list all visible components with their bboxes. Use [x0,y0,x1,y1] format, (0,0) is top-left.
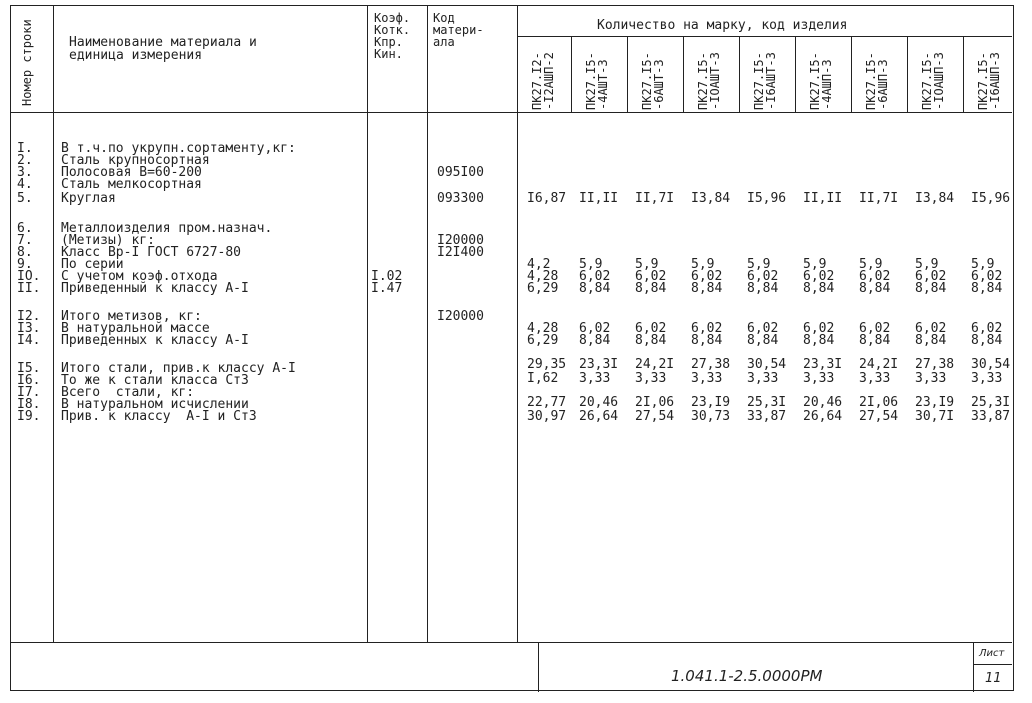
quantity-value: 6,02 [691,269,723,284]
row-number: I7. [17,385,41,400]
product-mark-label: ПК27.I5- -4АШП-3 [808,52,834,110]
col-divider [53,6,54,642]
row-number: 5. [17,191,33,206]
quantity-value: 8,84 [747,333,779,348]
mark-col-divider [683,36,684,112]
quantity-value: I,62 [527,371,559,386]
quantity-value: 26,64 [579,409,619,424]
sheet-label: Лист [979,648,1005,659]
footer-divider [973,642,974,692]
quantity-value: 8,84 [971,281,1003,296]
row-number-header: Номер строки [20,19,34,106]
material-name: То же к стали класса Ст3 [61,373,249,388]
row-number: 9. [17,257,33,272]
product-mark-label: ПК27.I2- -I2АШП-2 [530,52,556,110]
quantity-value: 5,9 [859,257,883,272]
quantity-value: 8,84 [579,333,611,348]
quantity-value: 6,02 [691,321,723,336]
quantity-value: 25,3I [971,395,1011,410]
quantity-value: 3,33 [971,371,1003,386]
quantity-value: 4,28 [527,321,559,336]
material-name: Приведенный к классу А-I [61,281,249,296]
row-number: 3. [17,165,33,180]
quantity-value: 20,46 [579,395,619,410]
quantity-value: I5,96 [971,191,1011,206]
quantity-value: 25,3I [747,395,787,410]
coefficient-header: Коэф. Котк. Кпр. Кин. [374,11,411,61]
mark-col-divider [851,36,852,112]
quantity-value: 30,73 [691,409,731,424]
quantity-value: 8,84 [859,281,891,296]
material-name: Круглая [61,191,116,206]
row-number: I. [17,141,33,156]
quantity-value: 6,02 [971,321,1003,336]
quantity-value: I5,96 [747,191,787,206]
quantity-value: 8,84 [859,333,891,348]
quantity-value: II,7I [859,191,899,206]
quantity-value: 8,84 [635,281,667,296]
quantity-value: 30,7I [915,409,955,424]
quantity-value: 4,2 [527,257,551,272]
quantity-value: 5,9 [915,257,939,272]
row-number: 8. [17,245,33,260]
row-number: I9. [17,409,41,424]
footer-divider [538,642,539,692]
quantity-value: II,II [803,191,843,206]
quantity-value: 3,33 [915,371,947,386]
quantity-value: I6,87 [527,191,567,206]
col-divider [427,6,428,642]
material-code: I2I400 [437,245,484,260]
quantity-value: 3,33 [691,371,723,386]
row-number: 4. [17,177,33,192]
quantity-value: 2I,06 [859,395,899,410]
product-mark-label: ПК27.I5- -I6АШТ-3 [752,52,778,110]
quantity-value: 3,33 [803,371,835,386]
mark-col-divider [739,36,740,112]
mark-col-divider [571,36,572,112]
quantity-value: 8,84 [915,333,947,348]
qty-title-line [517,36,1012,37]
quantity-value: 24,2I [859,357,899,372]
sheet-number: 11 [985,671,1002,686]
material-name: Класс Вр-I ГОСТ 6727-80 [61,245,242,260]
quantity-value: 27,38 [691,357,731,372]
quantity-value: 6,29 [527,281,559,296]
document-code: 1.041.1-2.5.0000РМ [671,667,823,685]
row-number: IO. [17,269,41,284]
quantity-value: 5,9 [971,257,995,272]
quantity-value: II,II [579,191,619,206]
quantity-value: 8,84 [691,333,723,348]
quantity-value: 3,33 [859,371,891,386]
material-name: В т.ч.по укрупн.сортаменту,кг: [61,141,296,156]
material-name: Всего стали, кг: [61,385,195,400]
material-name: Прив. к классу А-I и Ст3 [61,409,257,424]
row-number: I5. [17,361,41,376]
coefficient-value: I.47 [371,281,403,296]
quantity-value: 29,35 [527,357,567,372]
quantity-value: 33,87 [747,409,787,424]
product-mark-label: ПК27.I5- -6АШТ-3 [640,52,666,110]
quantity-value: 33,87 [971,409,1011,424]
quantity-value: 5,9 [747,257,771,272]
material-name: В натуральной массе [61,321,210,336]
material-code: 095I00 [437,165,484,180]
row-number: I8. [17,397,41,412]
material-name: Итого стали, прив.к классу А-I [61,361,296,376]
footer-divider [973,664,1012,665]
material-name: С учетом коэф.отхода [61,269,218,284]
quantity-value: 23,3I [803,357,843,372]
quantity-value: 6,02 [747,269,779,284]
header-bottom-line [11,112,1012,113]
material-code: 093300 [437,191,484,206]
quantity-value: 8,84 [747,281,779,296]
quantity-value: 23,I9 [915,395,955,410]
quantity-value: 5,9 [579,257,603,272]
material-name: В натуральном исчислении [61,397,249,412]
mark-col-divider [907,36,908,112]
material-name: Сталь мелкосортная [61,177,202,192]
quantity-value: 30,54 [971,357,1011,372]
row-number: II. [17,281,41,296]
material-name: Полосовая В=60-200 [61,165,202,180]
coefficient-value: I.02 [371,269,403,284]
mark-col-divider [795,36,796,112]
quantity-value: 30,97 [527,409,567,424]
quantity-title: Количество на марку, код изделия [597,18,848,33]
quantity-value: 26,64 [803,409,843,424]
quantity-value: 27,38 [915,357,955,372]
quantity-value: 2I,06 [635,395,675,410]
quantity-value: 3,33 [747,371,779,386]
quantity-value: 6,02 [635,269,667,284]
product-mark-label: ПК27.I5- -4АШТ-3 [584,52,610,110]
quantity-value: 8,84 [971,333,1003,348]
row-number: I6. [17,373,41,388]
quantity-value: 8,84 [691,281,723,296]
product-mark-label: ПК27.I5- -IOАШТ-3 [696,52,722,110]
footer-top-line [11,642,1012,643]
quantity-value: I3,84 [691,191,731,206]
row-number: I2. [17,309,41,324]
material-code: I20000 [437,233,484,248]
quantity-value: 6,29 [527,333,559,348]
quantity-value: 6,02 [915,269,947,284]
quantity-value: 6,02 [635,321,667,336]
document-frame [10,5,1014,691]
col-divider [517,6,518,642]
mark-col-divider [627,36,628,112]
quantity-value: 8,84 [579,281,611,296]
quantity-value: 22,77 [527,395,567,410]
quantity-value: I3,84 [915,191,955,206]
quantity-value: 6,02 [579,321,611,336]
quantity-value: 3,33 [635,371,667,386]
quantity-value: 5,9 [803,257,827,272]
col-divider [367,6,368,642]
material-name-header: Наименование материала и единица измерения [69,35,257,63]
row-number: 6. [17,221,33,236]
quantity-value: 5,9 [635,257,659,272]
product-mark-label: ПК27.I5- -IOАШП-3 [920,52,946,110]
material-name: (Метизы) кг: [61,233,155,248]
material-code: I20000 [437,309,484,324]
material-name: Приведенных к классу А-I [61,333,249,348]
row-number: 7. [17,233,33,248]
quantity-value: 6,02 [859,269,891,284]
quantity-value: 5,9 [691,257,715,272]
quantity-value: 6,02 [747,321,779,336]
product-mark-label: ПК27.I5- -I6АШП-3 [976,52,1002,110]
quantity-value: 3,33 [579,371,611,386]
quantity-value: 6,02 [579,269,611,284]
quantity-value: 23,I9 [691,395,731,410]
quantity-value: 24,2I [635,357,675,372]
quantity-value: 6,02 [971,269,1003,284]
quantity-value: 23,3I [579,357,619,372]
row-number: I3. [17,321,41,336]
quantity-value: 30,54 [747,357,787,372]
product-mark-label: ПК27.I5- -6АШП-3 [864,52,890,110]
material-name: Итого метизов, кг: [61,309,202,324]
material-name: По серии [61,257,124,272]
quantity-value: 27,54 [635,409,675,424]
quantity-value: 6,02 [915,321,947,336]
quantity-value: 6,02 [803,321,835,336]
mark-col-divider [963,36,964,112]
quantity-value: 8,84 [635,333,667,348]
quantity-value: 8,84 [803,333,835,348]
quantity-value: 8,84 [803,281,835,296]
quantity-value: 6,02 [803,269,835,284]
quantity-value: 4,28 [527,269,559,284]
quantity-value: II,7I [635,191,675,206]
quantity-value: 27,54 [859,409,899,424]
material-name: Металлоизделия пром.назнач. [61,221,273,236]
material-name: Сталь крупносортная [61,153,210,168]
quantity-value: 20,46 [803,395,843,410]
row-number: 2. [17,153,33,168]
quantity-value: 6,02 [859,321,891,336]
row-number: I4. [17,333,41,348]
material-code-header: Код матери- ала [433,11,484,49]
quantity-value: 8,84 [915,281,947,296]
